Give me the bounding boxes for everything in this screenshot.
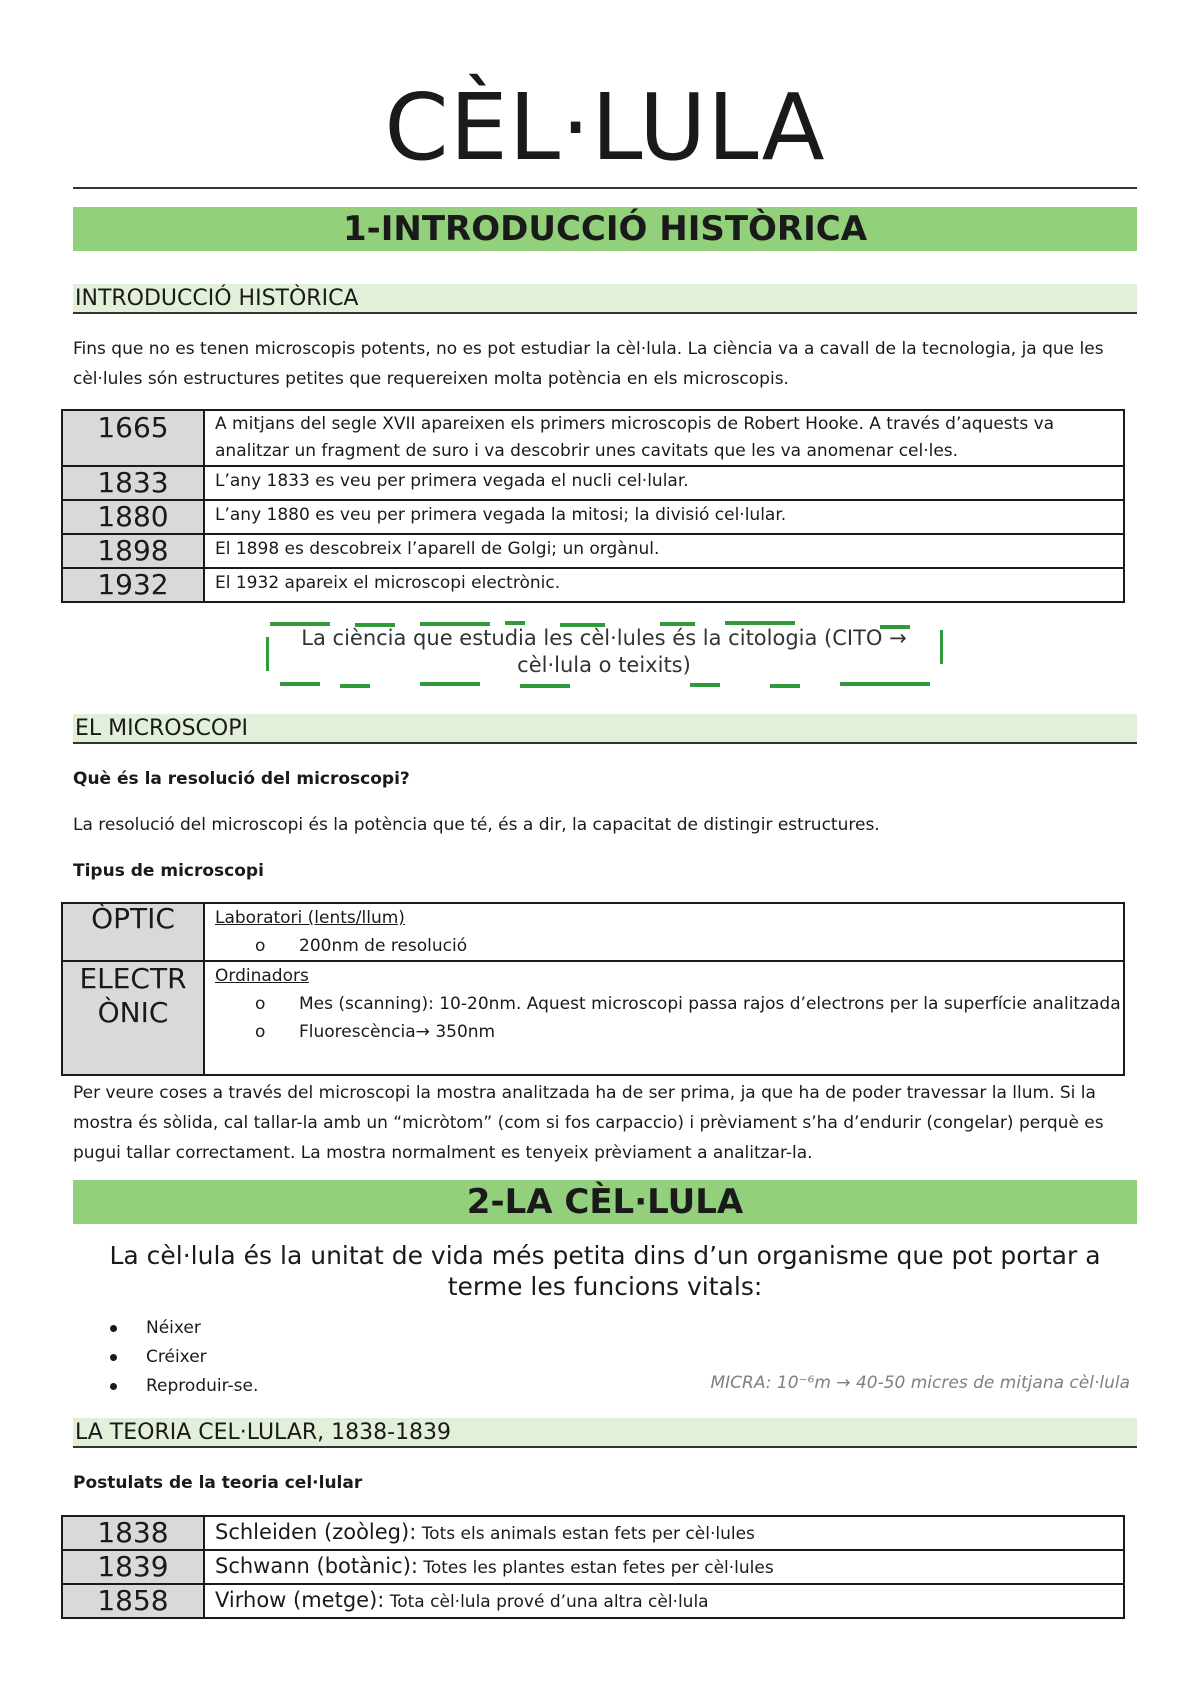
title-divider	[73, 187, 1137, 189]
callout-border	[770, 684, 800, 688]
timeline-text: A mitjans del segle XVII apareixen els primers microscopis de Robert Hooke. A través d’aquests va analitzar un fragment de suro i va descobrir unes cavitats que les va anomenar cel·les.	[204, 410, 1124, 466]
postulate-row	[62, 1550, 1124, 1584]
timeline-row	[62, 534, 1124, 568]
microscope-type-name	[62, 961, 204, 1075]
list-marker: o	[255, 994, 266, 1014]
bullet-dot	[110, 1383, 117, 1390]
microscope-type-name-line: ÒNIC	[97, 996, 169, 1029]
postulate-author: Schwann (botànic):	[215, 1554, 418, 1578]
postulates-label: Postulats de la teoria cel·lular	[73, 1473, 363, 1493]
microscope-type-name: ÒPTIC	[62, 903, 204, 961]
timeline-year: 1880	[62, 500, 204, 534]
list-item-text: Reproduir-se.	[146, 1376, 259, 1396]
page-title: CÈL·LULA	[384, 74, 826, 181]
timeline-row	[62, 466, 1124, 500]
callout-border	[280, 682, 320, 686]
cell-definition: La cèl·lula és la unitat de vida més petita dins d’un organisme que pot portar a terme les funcions vitals:	[109, 1241, 1101, 1301]
list-item	[100, 1343, 258, 1372]
vital-functions-list	[100, 1314, 258, 1401]
postulate-statement: Tota cèl·lula prové d’una altra cèl·lula	[389, 1592, 709, 1612]
section-heading-1: 1-INTRODUCCIÓ HISTÒRICA	[73, 207, 1137, 251]
microscope-type-details	[204, 961, 1124, 1075]
microscope-type-row	[62, 961, 1124, 1075]
microscope-type-header: Ordinadors	[215, 966, 309, 986]
callout-text: La ciència que estudia les cèl·lules és la citologia (CITO → cèl·lula o teixits)	[301, 626, 907, 677]
callout-border	[340, 684, 370, 688]
list-marker: o	[255, 936, 266, 956]
postulate-year: 1838	[62, 1516, 204, 1550]
subheading-microscope: EL MICROSCOPI	[73, 714, 1137, 744]
list-item	[215, 990, 1123, 1018]
timeline-text: El 1898 es descobreix l’aparell de Golgi; un orgànul.	[204, 534, 1124, 568]
list-marker: o	[255, 1022, 266, 1042]
timeline-year: 1833	[62, 466, 204, 500]
list-item-text: Créixer	[146, 1347, 207, 1367]
postulate-author: Schleiden (zoòleg):	[215, 1520, 417, 1544]
microscope-type-list	[215, 932, 1123, 960]
list-item	[215, 932, 1123, 960]
postulate-row	[62, 1516, 1124, 1550]
list-item-text: 200nm de resolució	[299, 936, 468, 956]
microscope-types-table	[61, 902, 1125, 1076]
microscope-type-row	[62, 903, 1124, 961]
microscope-type-name-line: ELECTR	[79, 962, 187, 995]
timeline-row	[62, 568, 1124, 602]
bullet-dot	[110, 1354, 117, 1361]
section-heading-2: 2-LA CÈL·LULA	[73, 1180, 1137, 1224]
subheading-intro: INTRODUCCIÓ HISTÒRICA	[73, 284, 1137, 314]
timeline-row	[62, 500, 1124, 534]
postulate-statement: Totes les plantes estan fetes per cèl·lules	[423, 1558, 774, 1578]
list-item-text: Fluorescència→ 350nm	[299, 1022, 496, 1042]
list-item	[215, 1018, 1123, 1046]
postulate-row	[62, 1584, 1124, 1618]
microscope-type-details	[204, 903, 1124, 961]
timeline-text: L’any 1833 es veu per primera vegada el nucli cel·lular.	[204, 466, 1124, 500]
micra-note: MICRA: 10⁻⁶m → 40-50 micres de mitjana cèl·lula	[710, 1373, 1130, 1393]
list-item-text: Néixer	[146, 1318, 201, 1338]
list-item-text: Mes (scanning): 10-20nm. Aquest microscopi passa rajos d’electrons per la superfície analitzada	[299, 994, 1121, 1014]
microscope-types-label: Tipus de microscopi	[73, 861, 264, 881]
postulate-statement: Tots els animals estan fets per cèl·lules	[421, 1524, 755, 1544]
timeline-text: L’any 1880 es veu per primera vegada la mitosi; la divisió cel·lular.	[204, 500, 1124, 534]
bullet-dot	[110, 1325, 117, 1332]
intro-paragraph: Fins que no es tenen microscopis potents, no es pot estudiar la cèl·lula. La ciència va a cavall de la tecnologia, ja que les cèl·lules són estructures petites que requereixen molta potència en els microscopis.	[73, 339, 1104, 389]
postulate-text	[204, 1516, 1124, 1550]
resolution-answer: La resolució del microscopi és la potència que té, és a dir, la capacitat de distingir estructures.	[73, 815, 880, 835]
sample-preparation-paragraph: Per veure coses a través del microscopi la mostra analitzada ha de ser prima, ja que ha de poder travessar la llum. Si la mostra és sòlida, cal tallar-la amb un “micròtom” (com si fos carpaccio) i prèviament s’ha d’endurir (congelar) perquè es pugui tallar correctament. La mostra normalment es tenyeix prèviament a analitzar-la.	[73, 1083, 1104, 1163]
postulate-year: 1839	[62, 1550, 204, 1584]
postulates-table	[61, 1515, 1125, 1619]
list-item	[100, 1314, 258, 1343]
timeline-year: 1898	[62, 534, 204, 568]
timeline-text: El 1932 apareix el microscopi electrònic.	[204, 568, 1124, 602]
callout-border	[840, 682, 930, 686]
microscope-type-header: Laboratori (lents/llum)	[215, 908, 405, 928]
callout-border	[690, 683, 720, 687]
timeline-year: 1665	[62, 410, 204, 466]
callout-border	[520, 684, 570, 688]
callout-border	[420, 682, 480, 686]
timeline-table	[61, 409, 1125, 603]
postulate-year: 1858	[62, 1584, 204, 1618]
subheading-cell-theory: LA TEORIA CEL·LULAR, 1838-1839	[73, 1418, 1137, 1448]
resolution-question: Què és la resolució del microscopi?	[73, 769, 410, 789]
timeline-row	[62, 410, 1124, 466]
timeline-year: 1932	[62, 568, 204, 602]
postulate-text	[204, 1550, 1124, 1584]
postulate-text	[204, 1584, 1124, 1618]
postulate-author: Virhow (metge):	[215, 1588, 385, 1612]
list-item	[100, 1372, 258, 1401]
microscope-type-list	[215, 990, 1123, 1046]
